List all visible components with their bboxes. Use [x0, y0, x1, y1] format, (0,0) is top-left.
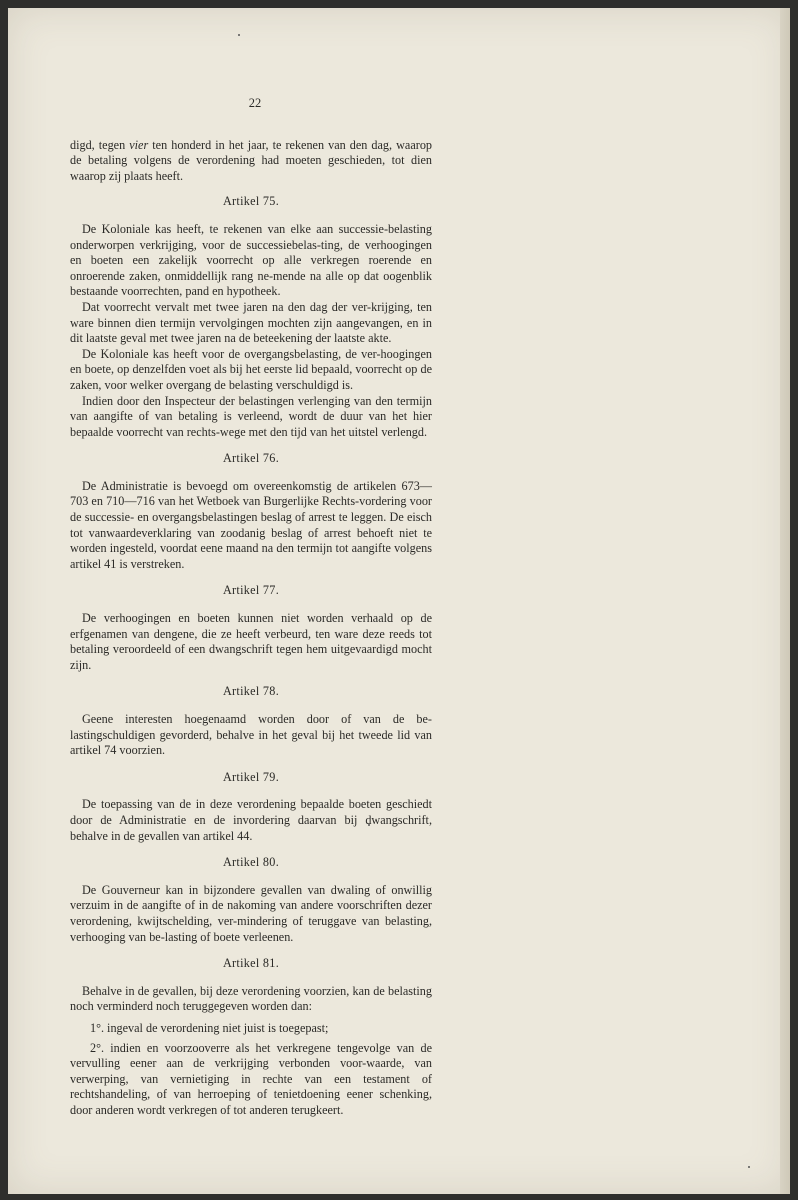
- article-paragraph: De Administratie is bevoegd om overeenkomstig de artikelen 673—703 en 710—716 van het Wetboek van Burgerlijke Rechts-vordering voor de successie- en overgangsbelastingen beslag of arrest te leggen. De eisch tot vanwaardeverklaring van zoodanig beslag of arrest behoeft niet te worden ingesteld, voordat eene maand na den termijn tot aangifte volgens artikel 41 is verstreken.: [70, 478, 432, 571]
- page-edge: [780, 8, 790, 1194]
- article-paragraph: Behalve in de gevallen, bij deze verordening voorzien, kan de belasting noch verminderd noch teruggegeven worden dan:: [70, 983, 432, 1014]
- article-paragraph: De Gouverneur kan in bijzondere gevallen van dwaling of onwillig verzuim in de aangifte of in de nakoming van andere voorschriften dezer verordening, kwijtschelding, ver-mindering of teruggave van belasting, verhooging van be-lasting of boete verleenen.: [70, 882, 432, 944]
- article-paragraph: De Koloniale kas heeft voor de overgangsbelasting, de ver-hoogingen en boete, op denzelfden voet als bij het eerste lid bepaald, voorrecht op de zaken, voor welker overgang de belasting verschuldigd is.: [70, 346, 432, 392]
- speck-mark: [238, 34, 240, 36]
- opening-paragraph: digd, tegen vier ten honderd in het jaar, te rekenen van den dag, waarop de betaling volgens de verordening had moeten geschieden, tot dien waarop zij plaats heeft.: [70, 137, 433, 183]
- article-paragraph: De toepassing van de in deze verordening bepaalde boeten geschiedt door de Administratie en de invordering daarvan bij dwangschrift, behalve in de gevallen van artikel 44.: [70, 797, 432, 843]
- emphasis-word: vier: [129, 137, 149, 152]
- speck-mark: [748, 1166, 750, 1168]
- article-paragraph: De verhoogingen en boeten kunnen niet worden verhaald op de erfgenamen van dengene, die ze heeft verbeurd, ten ware deze reeds tot betaling veroordeeld of een dwangschrift tegen hem uitgevaardigd mocht zijn.: [70, 611, 432, 672]
- article-heading: Artikel 79.: [222, 769, 280, 784]
- enumerated-item: 2°. indien en voorzooverre als het verkregene tengevolge van de vervulling eener aan de verkrijging verbonden voor-waarde, van verwerping, van vernietiging in rechte van een testament of rechtshandeling, of van herroeping of tenietdoening eener schenking, door anderen wordt verkregen of tot anderen terugkeert.: [70, 1040, 432, 1117]
- page-number: 22: [248, 96, 262, 110]
- article-paragraph: De Koloniale kas heeft, te rekenen van elke aan successie-belasting onderworpen verkrijging, voor de successiebelas-ting, de verhoogingen en boeten een zakelijk voorrecht op alle verkregen roerende en onroerende zaken, onmiddellijk rang ne-mende na alle op dat oogenblik bestaande voorrechten, pand en hypotheek.: [70, 221, 432, 299]
- article-paragraph: Geene interesten hoegenaamd worden door of van de be-lastingschuldigen gevorderd, behalve in het geval bij het tweede lid van artikel 74 voorzien.: [70, 712, 432, 758]
- article-heading: Artikel 78.: [222, 684, 280, 699]
- enumerated-item: 1°. ingeval de verordening niet juist is toegepast;: [90, 1020, 329, 1035]
- article-heading: Artikel 80.: [222, 855, 280, 870]
- article-heading: Artikel 77.: [222, 583, 280, 598]
- document-page: [8, 8, 790, 1194]
- text-column: [70, 96, 432, 1118]
- article-heading: Artikel 76.: [222, 451, 280, 466]
- article-paragraph: Dat voorrecht vervalt met twee jaren na den dag der ver-krijging, ten ware binnen dien termijn vervolgingen mochten zijn aangevangen, en in dit laatste geval met twee jaren na de beteekening der laatste akte.: [70, 299, 432, 346]
- article-heading: Artikel 75.: [222, 194, 280, 209]
- article-paragraph: Indien door den Inspecteur der belastingen verlenging van den termijn van aangifte of van betaling is verleend, wordt de duur van het hier bepaalde voorrecht van rechts-wege met den tijd van het uitstel verlengd.: [70, 393, 432, 439]
- article-heading: Artikel 81.: [222, 956, 280, 971]
